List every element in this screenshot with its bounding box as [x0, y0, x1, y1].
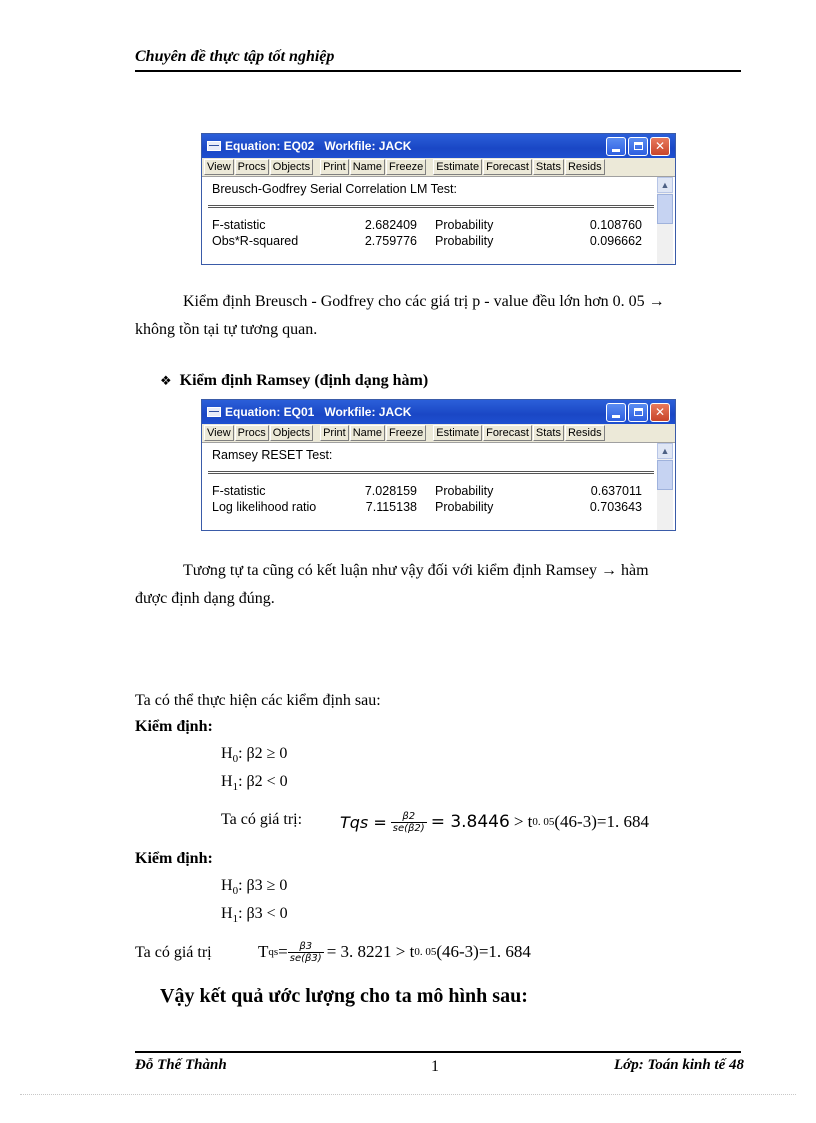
prob-label: Probability [435, 218, 494, 232]
table-row [212, 500, 642, 515]
stat-label: F-statistic [212, 484, 266, 498]
formula-result: = 3.8446 [430, 812, 510, 832]
lhs-subscript: qs [268, 946, 279, 958]
formula-tail: (46-3)=1. 684 [436, 942, 531, 961]
table-row [212, 484, 642, 499]
footer-rule [135, 1051, 741, 1053]
test1-formula [340, 800, 649, 844]
t-subscript: 0. 05 [532, 816, 555, 828]
vertical-scrollbar[interactable] [657, 177, 673, 264]
h1-expression: : β2 < 0 [238, 773, 288, 790]
toolbar-estimate-button[interactable]: Estimate [433, 159, 482, 175]
prob-value: 0.096662 [589, 234, 642, 248]
toolbar-freeze-button[interactable]: Freeze [386, 425, 426, 441]
toolbar-objects-button[interactable]: Objects [270, 159, 313, 175]
scroll-up-icon[interactable]: ▲ [657, 177, 673, 193]
window-app-icon [207, 407, 221, 417]
test2-formula [258, 932, 531, 972]
toolbar-name-button[interactable]: Name [350, 159, 385, 175]
minimize-icon [612, 149, 620, 152]
test2-h1 [221, 900, 288, 933]
formula-equals: = [278, 942, 288, 961]
page-bottom-dotted-rule [20, 1094, 796, 1095]
maximize-button[interactable] [628, 403, 648, 422]
window-title: Equation: EQ02 Workfile: JACK [225, 139, 412, 153]
bullet-icon: ❖ [160, 374, 172, 389]
toolbar-resids-button[interactable]: Resids [565, 159, 605, 175]
paragraph-breusch: Kiểm định Breusch - Godfrey cho các giá trị p - value đều lớn hơn 0. 05 → [183, 293, 665, 310]
paragraph-ramsey: Tương tự ta cũng có kết luận như vậy đối với kiểm định Ramsey → hàm [183, 562, 649, 579]
eviews-window-eq01[interactable] [201, 399, 676, 531]
formula-compare: > t [513, 812, 533, 831]
toolbar-forecast-button[interactable]: Forecast [483, 159, 532, 175]
toolbar-view-button[interactable]: View [204, 159, 234, 175]
h1-symbol: H [221, 773, 233, 790]
h1-symbol: H [221, 905, 233, 922]
toolbar-print-button[interactable]: Print [320, 159, 349, 175]
prob-value: 0.637011 [590, 484, 642, 498]
toolbar-freeze-button[interactable]: Freeze [386, 159, 426, 175]
test1-heading: Kiểm định: [135, 718, 213, 735]
table-row [212, 218, 642, 233]
h1-subscript: 1 [232, 913, 239, 926]
window-title: Equation: EQ01 Workfile: JACK [225, 405, 412, 419]
conclusion-heading: Vậy kết quả ước lượng cho ta mô hình sau: [160, 985, 528, 1007]
close-icon: ✕ [654, 139, 666, 153]
stat-value: 2.682409 [364, 218, 417, 232]
toolbar-print-button[interactable]: Print [320, 425, 349, 441]
test2-heading: Kiểm định: [135, 850, 213, 867]
scroll-thumb[interactable] [657, 194, 673, 224]
h0-subscript: 0 [232, 753, 239, 766]
page-number: 1 [431, 1058, 439, 1075]
close-button[interactable] [650, 137, 670, 156]
prob-value: 0.108760 [589, 218, 642, 232]
maximize-icon [634, 142, 643, 150]
window-titlebar[interactable] [202, 134, 675, 158]
paragraph-ramsey-cont: được định dạng đúng. [135, 590, 275, 607]
stat-label: F-statistic [212, 218, 266, 232]
window-toolbar [202, 424, 675, 443]
prob-label: Probability [435, 500, 494, 514]
prob-value: 0.703643 [589, 500, 642, 514]
maximize-icon [634, 408, 643, 416]
t-subscript: 0. 05 [414, 946, 437, 958]
h1-expression: : β3 < 0 [238, 905, 288, 922]
ramsey-heading [160, 372, 428, 390]
test1-value-label: Ta có giá trị: [221, 811, 303, 828]
prob-label: Probability [435, 484, 494, 498]
footer-class: Lớp: Toán kinh tế 48 [613, 1057, 744, 1073]
stat-value: 7.115138 [365, 500, 417, 514]
table-row [212, 234, 642, 249]
close-button[interactable] [650, 403, 670, 422]
window-toolbar [202, 158, 675, 177]
minimize-button[interactable] [606, 403, 626, 422]
window-output [202, 443, 675, 530]
header-rule [135, 70, 741, 72]
h1-subscript: 1 [232, 781, 239, 794]
formula-fraction [391, 811, 427, 834]
eviews-window-eq02[interactable] [201, 133, 676, 265]
window-titlebar[interactable] [202, 400, 675, 424]
page-header-title: Chuyên đề thực tập tốt nghiệp [135, 48, 335, 65]
window-output [202, 177, 675, 264]
fraction-denominator: se(β3) [289, 952, 322, 964]
minimize-icon [612, 415, 620, 418]
toolbar-forecast-button[interactable]: Forecast [483, 425, 532, 441]
h0-subscript: 0 [232, 885, 239, 898]
toolbar-procs-button[interactable]: Procs [235, 159, 269, 175]
fraction-numerator: β2 [391, 811, 427, 823]
formula-lhs: Tqs = [340, 812, 387, 832]
test-name: Ramsey RESET Test: [212, 448, 333, 462]
test2-value-label: Ta có giá trị [135, 944, 212, 961]
stat-label: Log likelihood ratio [212, 500, 317, 514]
test1-h1 [221, 768, 288, 801]
toolbar-view-button[interactable]: View [204, 425, 234, 441]
stat-value: 2.759776 [364, 234, 417, 248]
h0-symbol: H [221, 877, 233, 894]
scroll-up-icon[interactable]: ▲ [657, 443, 673, 459]
vertical-scrollbar[interactable] [657, 443, 673, 530]
toolbar-estimate-button[interactable]: Estimate [433, 425, 482, 441]
fraction-numerator: β3 [288, 941, 324, 953]
window-app-icon [207, 141, 221, 151]
maximize-button[interactable] [628, 137, 648, 156]
formula-tail: (46-3)=1. 684 [554, 812, 649, 831]
h0-expression: : β3 ≥ 0 [238, 877, 288, 894]
formula-lhs: T [258, 942, 269, 961]
formula-result: = 3. 8221 > t [326, 942, 415, 961]
h0-expression: : β2 ≥ 0 [238, 745, 288, 762]
footer-author: Đỗ Thế Thành [135, 1057, 227, 1073]
toolbar-name-button[interactable]: Name [350, 425, 385, 441]
output-separator [208, 471, 654, 474]
formula-fraction [288, 941, 324, 964]
minimize-button[interactable] [606, 137, 626, 156]
prob-label: Probability [435, 234, 494, 248]
toolbar-stats-button[interactable]: Stats [533, 425, 564, 441]
output-separator [208, 205, 654, 208]
stat-value: 7.028159 [364, 484, 417, 498]
paragraph-breusch-cont: không tồn tại tự tương quan. [135, 321, 318, 338]
scroll-thumb[interactable] [657, 460, 673, 490]
tests-intro: Ta có thể thực hiện các kiểm định sau: [135, 692, 381, 709]
stat-label: Obs*R-squared [212, 234, 299, 248]
toolbar-objects-button[interactable]: Objects [270, 425, 313, 441]
toolbar-stats-button[interactable]: Stats [533, 159, 564, 175]
test-name: Breusch-Godfrey Serial Correlation LM Test: [212, 182, 458, 196]
close-icon: ✕ [654, 405, 666, 419]
h0-symbol: H [221, 745, 233, 762]
toolbar-resids-button[interactable]: Resids [565, 425, 605, 441]
ramsey-heading-text: Kiểm định Ramsey (định dạng hàm) [179, 372, 429, 389]
toolbar-procs-button[interactable]: Procs [235, 425, 269, 441]
fraction-denominator: se(β2) [392, 822, 425, 834]
